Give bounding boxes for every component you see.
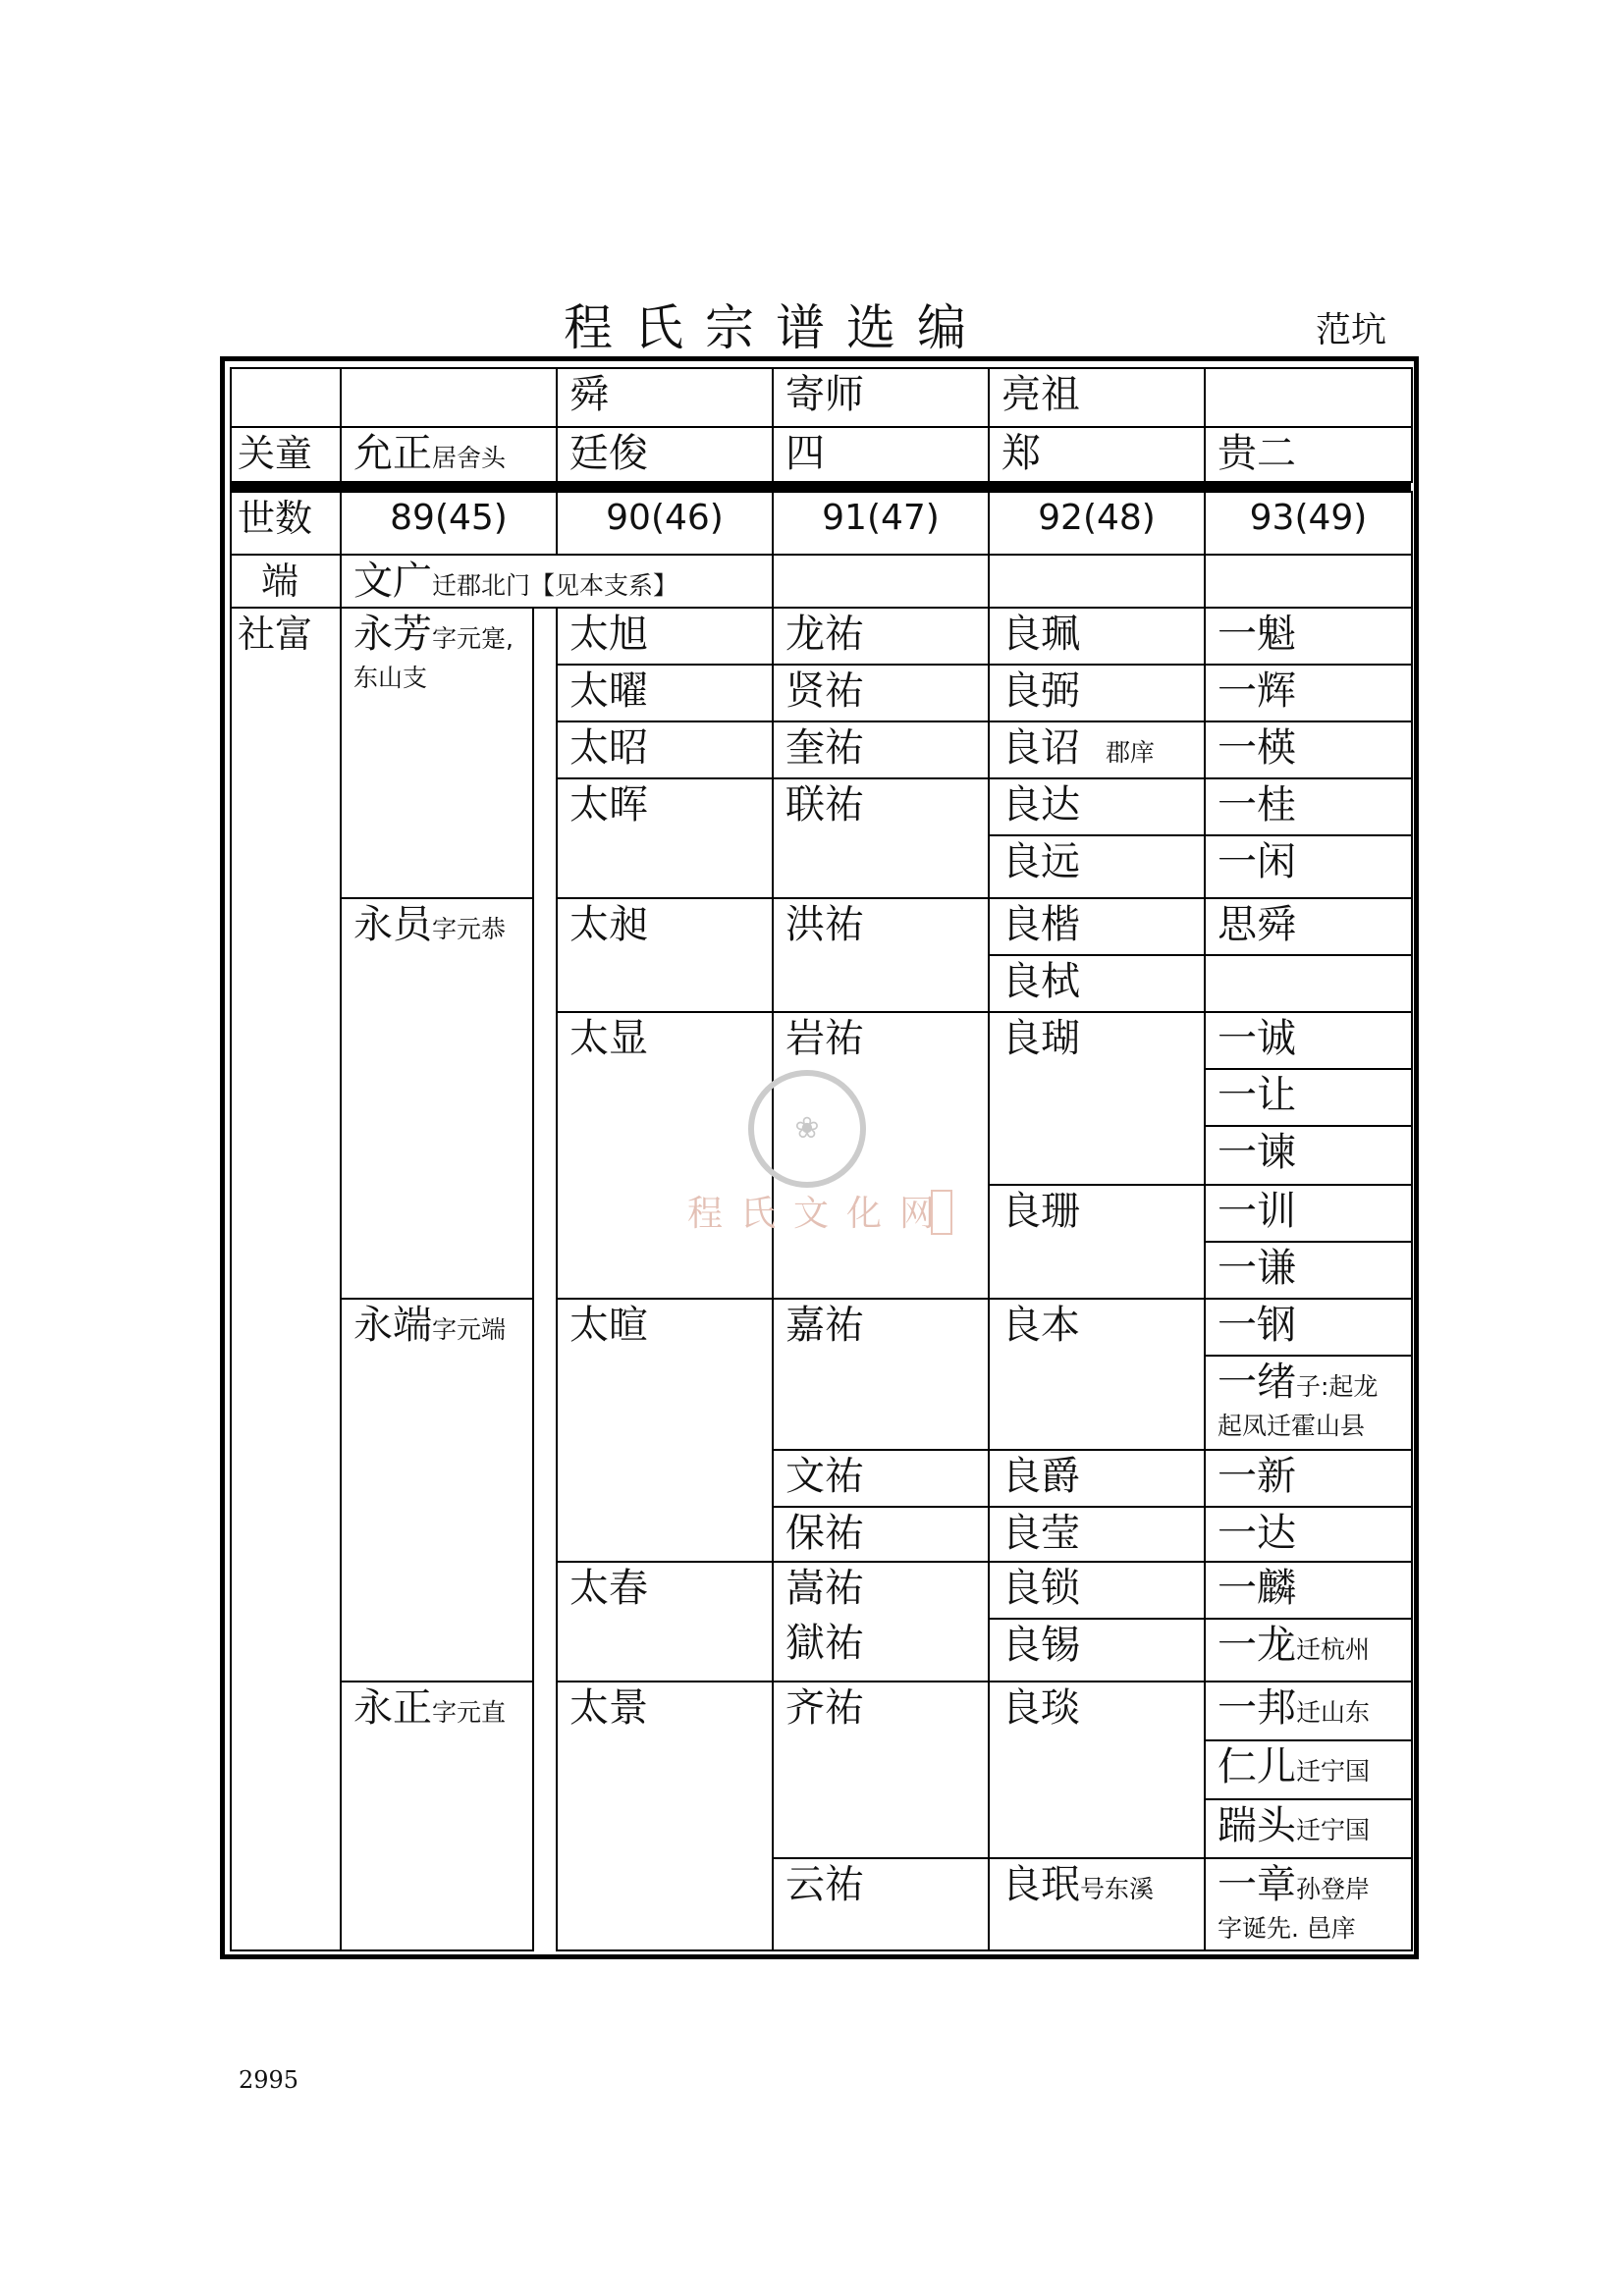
cell-liangsuo: 良锁 bbox=[988, 1561, 1206, 1620]
generation-92: 92(48) bbox=[988, 491, 1206, 556]
cell-sishun: 思舜 bbox=[1204, 897, 1413, 956]
cell-yikui: 一魁 bbox=[1204, 607, 1413, 666]
cell-yixun: 一训 bbox=[1204, 1184, 1413, 1243]
cell-jiayou: 嘉祐 bbox=[772, 1298, 990, 1451]
cell-empty bbox=[1204, 554, 1413, 609]
generation-label: 世数 bbox=[230, 491, 342, 556]
cell-yicheng: 一诚 bbox=[1204, 1011, 1413, 1070]
cell-taijing: 太景 bbox=[556, 1681, 774, 1951]
cell-yixian: 一闲 bbox=[1204, 834, 1413, 899]
cell-baoyou: 保祐 bbox=[772, 1506, 990, 1563]
generation-91: 91(47) bbox=[772, 491, 990, 556]
cell-taichang: 太昶 bbox=[556, 897, 774, 1013]
cell-yunyou: 云祐 bbox=[772, 1857, 990, 1951]
cell-taixian: 太显 bbox=[556, 1011, 774, 1300]
cell-taiyao: 太曜 bbox=[556, 664, 774, 722]
cell-lianghu: 良瑚 bbox=[988, 1011, 1206, 1186]
cell-yisu: 一谏 bbox=[1204, 1125, 1413, 1186]
cell-r2-c2: 廷俊 bbox=[556, 426, 774, 483]
cell-liangda: 良达 bbox=[988, 777, 1206, 836]
cell-r1-c0 bbox=[230, 367, 342, 428]
cell-yongduan: 永端字元端 bbox=[340, 1298, 534, 1682]
cell-wenguang: 文广迁郡北门【见本支系】 bbox=[340, 554, 774, 609]
branch-label-duan: 端 bbox=[230, 554, 342, 609]
cell-liangpei: 良珮 bbox=[988, 607, 1206, 666]
cell-yixu: 一绪子:起龙 起凤迁霍山县 bbox=[1204, 1355, 1413, 1451]
cell-yigang: 一钢 bbox=[1204, 1298, 1413, 1357]
cell-yilong: 一龙迁杭州 bbox=[1204, 1618, 1413, 1682]
cell-yixin: 一新 bbox=[1204, 1449, 1413, 1508]
generation-90: 90(46) bbox=[556, 491, 774, 556]
cell-r2-c0: 关童 bbox=[230, 426, 342, 483]
cell-liangshi: 良栻 bbox=[988, 954, 1206, 1013]
cell-taizhao: 太昭 bbox=[556, 721, 774, 779]
watermark-seal-icon bbox=[931, 1190, 952, 1235]
cell-yizhang: 一章孙登岸 字诞先. 邑庠 bbox=[1204, 1857, 1413, 1951]
cell-r2-c5: 贵二 bbox=[1204, 426, 1413, 483]
cell-r1-c3: 寄师 bbox=[772, 367, 990, 428]
cell-r1-c5 bbox=[1204, 367, 1413, 428]
cell-yiqian: 一谦 bbox=[1204, 1241, 1413, 1300]
cell-yihui: 一辉 bbox=[1204, 664, 1413, 722]
cell-yanyou: 岩祐 bbox=[772, 1011, 990, 1300]
cell-liangying: 良莹 bbox=[988, 1506, 1206, 1563]
cell-taixu: 太旭 bbox=[556, 607, 774, 666]
cell-liangyuan: 良远 bbox=[988, 834, 1206, 899]
header-divider bbox=[230, 483, 1411, 491]
cell-yiying: 一楧 bbox=[1204, 721, 1413, 779]
cell-songyou: 嵩祐 獄祐 bbox=[772, 1561, 990, 1682]
cell-r2-c4: 郑 bbox=[988, 426, 1206, 483]
page-number: 2995 bbox=[239, 2066, 299, 2094]
cell-yongfang: 永芳字元寔, 东山支 bbox=[340, 607, 534, 899]
cell-liangshan: 良珊 bbox=[988, 1184, 1206, 1300]
cell-r1-c1 bbox=[340, 367, 558, 428]
watermark-logo-icon: ❀ bbox=[748, 1070, 866, 1188]
cell-r1-c4: 亮祖 bbox=[988, 367, 1206, 428]
watermark-text: 程氏文化网 bbox=[687, 1194, 953, 1234]
cell-liangtan: 良琰 bbox=[988, 1681, 1206, 1859]
cell-liangxi: 良锡 bbox=[988, 1618, 1206, 1682]
cell-liangbi: 良弼 bbox=[988, 664, 1206, 722]
cell-liangben: 良本 bbox=[988, 1298, 1206, 1451]
cell-xianyou: 贤祐 bbox=[772, 664, 990, 722]
generation-89: 89(45) bbox=[340, 491, 558, 556]
cell-yida: 一达 bbox=[1204, 1506, 1413, 1563]
place-label: 范坑 bbox=[1316, 310, 1387, 350]
cell-longyou: 龙祐 bbox=[772, 607, 990, 666]
cell-r2-c1: 允正居舍头 bbox=[340, 426, 558, 483]
cell-yongyuan: 永员字元恭 bbox=[340, 897, 534, 1300]
cell-kuiyou: 奎祐 bbox=[772, 721, 990, 779]
cell-empty bbox=[772, 554, 990, 609]
cell-r1-c2: 舜 bbox=[556, 367, 774, 428]
cell-yibang: 一邦迁山东 bbox=[1204, 1681, 1413, 1741]
cell-yigui: 一桂 bbox=[1204, 777, 1413, 836]
cell-qiyou: 齐祐 bbox=[772, 1681, 990, 1859]
page-title: 程氏宗谱选编 bbox=[564, 299, 988, 356]
cell-yongzheng: 永正字元直 bbox=[340, 1681, 534, 1951]
cell-liangzhao: 良诏 郡庠 bbox=[988, 721, 1206, 779]
cell-taichun: 太春 bbox=[556, 1561, 774, 1682]
cell-hongyou: 洪祐 bbox=[772, 897, 990, 1013]
cell-empty bbox=[988, 554, 1206, 609]
cell-liangmin: 良珉号东溪 bbox=[988, 1857, 1206, 1951]
cell-renr: 仁儿迁宁国 bbox=[1204, 1739, 1413, 1800]
cell-taihui: 太晖 bbox=[556, 777, 774, 899]
cell-empty bbox=[1204, 954, 1413, 1013]
cell-yilin: 一麟 bbox=[1204, 1561, 1413, 1620]
cell-r2-c3: 四 bbox=[772, 426, 990, 483]
cell-liangjue: 良爵 bbox=[988, 1449, 1206, 1508]
cell-taixuan: 太暄 bbox=[556, 1298, 774, 1563]
branch-label-shefu: 社富 bbox=[230, 607, 342, 1951]
cell-wenyou: 文祐 bbox=[772, 1449, 990, 1508]
cell-lianyou: 联祐 bbox=[772, 777, 990, 899]
cell-liangkai: 良楷 bbox=[988, 897, 1206, 956]
cell-chuaitou: 踹头迁宁国 bbox=[1204, 1798, 1413, 1859]
cell-yirang: 一让 bbox=[1204, 1068, 1413, 1127]
generation-93: 93(49) bbox=[1204, 491, 1413, 556]
